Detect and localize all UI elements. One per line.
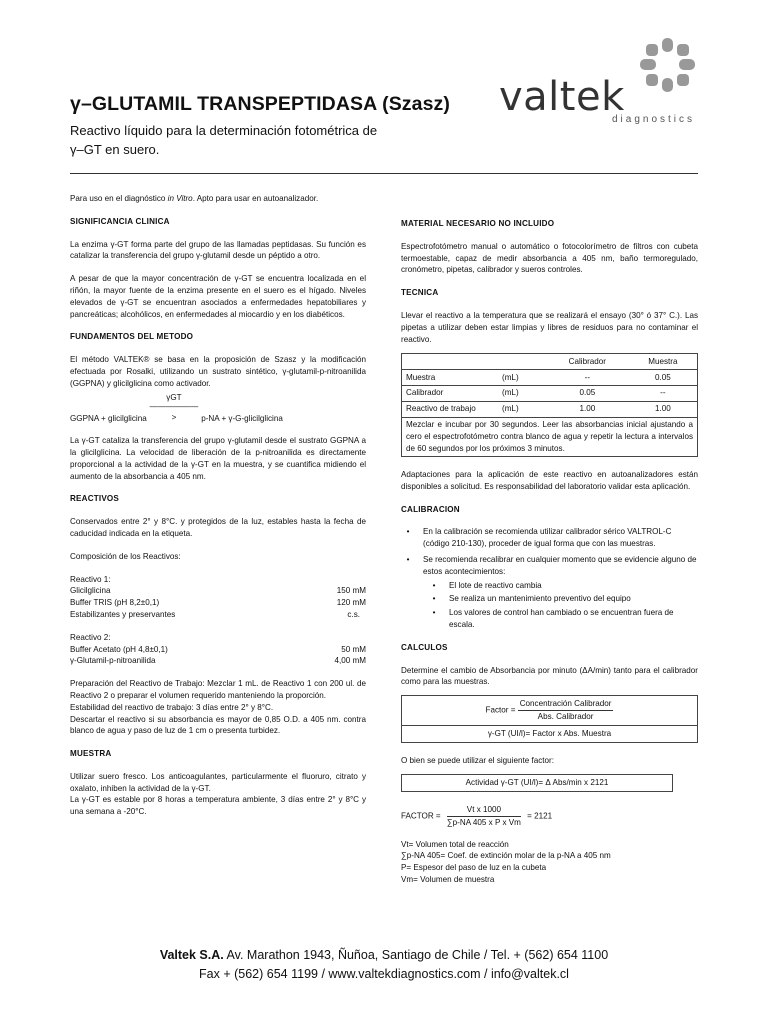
list-item: • Los valores de control han cambiado o se encuentran fuera de escala.: [427, 607, 698, 631]
tecnica-table: [401, 353, 698, 457]
list-item: • Se recomienda recalibrar en cualquier momento que se evidencie alguno de estos acontecimientos:: [401, 554, 698, 578]
significancia-p1: La enzima γ-GT forma parte del grupo de las llamadas peptidasas. Su función es catalizar la transferencia del grupo γ-glutamil desde un péptido a otro.: [70, 239, 366, 261]
table-row: Reactivo de trabajo (mL) 1.00 1.00: [402, 401, 698, 417]
logo-wordmark: valtek: [499, 74, 625, 120]
list-item: Buffer Acetato (pH 4,8±0,1) 50 mM: [70, 644, 366, 654]
bullet-icon: •: [432, 580, 436, 590]
page-title: γ–GLUTAMIL TRANSPEPTIDASA (Szasz): [70, 93, 450, 115]
header-divider: [70, 173, 698, 174]
section-heading-calibracion: CALIBRACION: [401, 504, 460, 514]
logo-subtitle: diagnostics: [612, 114, 696, 125]
definitions-list: [401, 839, 698, 886]
reaction-equation: GGPNA + glicilglicina γGT ——————> p-NA + γ-G-glicilglicina: [70, 392, 283, 423]
right-column: [401, 218, 698, 886]
list-item: • Se realiza un mantenimiento preventivo del equipo: [427, 593, 698, 605]
reactivo2-list: [70, 644, 366, 668]
list-item: P= Espesor del paso de luz en la cubeta: [401, 863, 547, 873]
calculos-text: Determine el cambio de Absorbancia por minuto (ΔA/min) tanto para el calibrador como para las muestras.: [401, 665, 698, 687]
list-item: ∑p-NA 405= Coef. de extinción molar de la p-NA a 405 nm: [401, 851, 611, 861]
section-heading-fundamentos: FUNDAMENTOS DEL METODO: [70, 332, 194, 342]
factor-fraction: $\frac{\text{Concentración Calibrador}}{\text{Abs. Calibrador}}$: [519, 699, 612, 721]
reactivo1-list: [70, 585, 366, 620]
footer-line2: Fax + (562) 654 1199 / www.valtekdiagnostics.com / info@valtek.cl: [199, 967, 569, 981]
list-item: Buffer TRIS (pH 8,2±0,1) 120 mM: [70, 598, 366, 608]
bullet-icon: •: [406, 527, 410, 537]
list-item: Vm= Volumen de muestra: [401, 875, 495, 885]
bullet-icon: •: [432, 608, 436, 618]
muestra-text: Utilizar suero fresco. Los anticoagulantes, particularmente el fluoruro, citrato y oxalato, inhiben la actividad de la γ-GT. La γ-GT es estable por 8 horas a temperatura ambiente, 3 días entre 2° y 8°C y una semana a -20°C.: [70, 771, 366, 817]
tecnica-text: Llevar el reactivo a la temperatura que se realizará el ensayo (30° ó 37° C.). Las pipetas a utilizar deben estar limpias y libres de residuos para no contaminar el reactivo.: [401, 310, 698, 344]
list-item: Vt= Volumen total de reacción: [401, 839, 509, 849]
left-column: [70, 193, 366, 829]
calibracion-sublist: [401, 580, 698, 631]
section-heading-calculos: CALCULOS: [401, 642, 448, 652]
list-item: • En la calibración se recomienda utilizar calibrador sérico VALTROL-C (código 210-130), proceder de igual forma que con las muestras.: [401, 526, 698, 550]
table-row: Calibrador (mL) 0.05 --: [402, 385, 698, 401]
page-subtitle: [70, 121, 410, 159]
fundamentos-p2: La γ-GT cataliza la transferencia del grupo γ-glutamil desde el sustrato GGPNA a la glicilglicina. La velocidad de liberación de la p-nitroanilida es directamente proporcional a la actividad de la γ-GT en la muestra, y se cuantifica midiendo el aumento de la absorbancia a 405 nm.: [70, 436, 366, 481]
subtitle-line2: γ–GT en suero.: [70, 142, 160, 157]
table-header-row: Calibrador Muestra: [402, 354, 698, 370]
subtitle-line1: Reactivo líquido para la determinación fotométrica de: [70, 123, 378, 138]
adaptaciones-text: Adaptaciones para la aplicación de este reactivo en autoanalizadores están disponibles a solicitud. Es responsabilidad del laboratorio validar esta aplicación.: [401, 469, 698, 491]
section-heading-material: MATERIAL NECESARIO NO INCLUIDO: [401, 219, 555, 228]
reactivos-p1: Conservados entre 2° y 8°C. y protegidos de la luz, estables hasta la fecha de caducidad indicada en la etiqueta.: [70, 517, 366, 538]
bullet-icon: •: [406, 554, 410, 564]
factor2-formula: FACTOR = $\frac{\text{Vt x 1000}}{\text{∑p-NA 405 x P x Vm}}$ = 2121: [401, 805, 553, 827]
intro-text: Para uso en el diagnóstico in Vitro. Apto para usar en autoanalizador.: [70, 194, 319, 203]
page-footer: [0, 946, 768, 984]
list-item: Estabilizantes y preservantes c.s.: [70, 609, 360, 619]
obien-text: O bien se puede utilizar el siguiente factor:: [401, 755, 554, 765]
preparacion-text: Preparación del Reactivo de Trabajo: Mezclar 1 mL. de Reactivo 1 con 200 ul. de Reactivo 2 o preparar el volumen requerido manteniendo la proporción. Estabilidad del reactivo de trabajo: 3 días entre 2° y 8°C. Descartar el reactivo si su absorbancia es mayor de 0,85 O.D. a 405 nm. contra blanco de agua y paso de luz de 1 cm o presenta turbidez.: [70, 679, 366, 736]
reactivo2-label: Reactivo 2:: [70, 632, 111, 642]
list-item: Glicilglicina 150 mM: [70, 586, 366, 596]
list-item: • El lote de reactivo cambia: [427, 580, 698, 592]
section-heading-muestra: MUESTRA: [70, 749, 112, 759]
table-note-row: Mezclar e incubar por 30 segundos. Leer las absorbancias inicial ajustando a cero el espectrofotómetro contra blanco de agua y repetir la lectura a intervalos de 60 segundos por los próximos 3 minutos.: [402, 417, 698, 456]
valtek-logo-icon: [640, 38, 698, 92]
footer-line1: Valtek S.A. Av. Marathon 1943, Ñuñoa, Santiago de Chile / Tel. + (562) 654 1100: [159, 948, 609, 962]
material-text: Espectrofotómetro manual o automático o fotocolorímetro de filtros con cubeta termoestable, capaz de medir absorbancia a 405 nm, baño termoregulado, cronómetro, pipetas, calibrador y sueros controles.: [401, 241, 698, 275]
table-row: Muestra (mL) -- 0.05: [402, 370, 698, 386]
factor-gt-formula: γ-GT (UI/l)= Factor x Abs. Muestra: [487, 728, 612, 738]
factor-label: Factor =: [485, 705, 516, 715]
section-heading-significancia: SIGNIFICANCIA CLINICA: [70, 216, 170, 226]
section-heading-reactivos: REACTIVOS: [70, 494, 120, 504]
significancia-p2: A pesar de que la mayor concentración de γ-GT se encuentra localizada en el riñón, la mayor fuente de la enzima presente en el suero es el hígado. Niveles elevados de γ-GT se encuentran asociados a enfermedades hepatobiliares y pancreáticas; alcohólicos, en enfermedades al miocardio y en los diabéticos.: [70, 274, 366, 319]
bullet-icon: •: [432, 594, 436, 604]
fundamentos-p1: El método VALTEK® se basa en la proposición de Szasz y la modificación efectuada por Rosalki, utilizando un sustrato sintético, γ-glutamil-p-nitroanilida (GGPNA) y glicilglicina como activador.: [70, 355, 366, 388]
actividad-formula-box: Actividad γ-GT (UI/l)= Δ Abs/min x 2121: [401, 774, 673, 792]
composicion-label: Composición de los Reactivos:: [70, 551, 181, 561]
section-heading-tecnica: TECNICA: [401, 288, 439, 298]
list-item: γ-Glutamil-p-nitroanilida 4,00 mM: [70, 656, 366, 666]
reactivo1-label: Reactivo 1:: [70, 574, 111, 584]
factor-formula-box: [401, 695, 698, 742]
